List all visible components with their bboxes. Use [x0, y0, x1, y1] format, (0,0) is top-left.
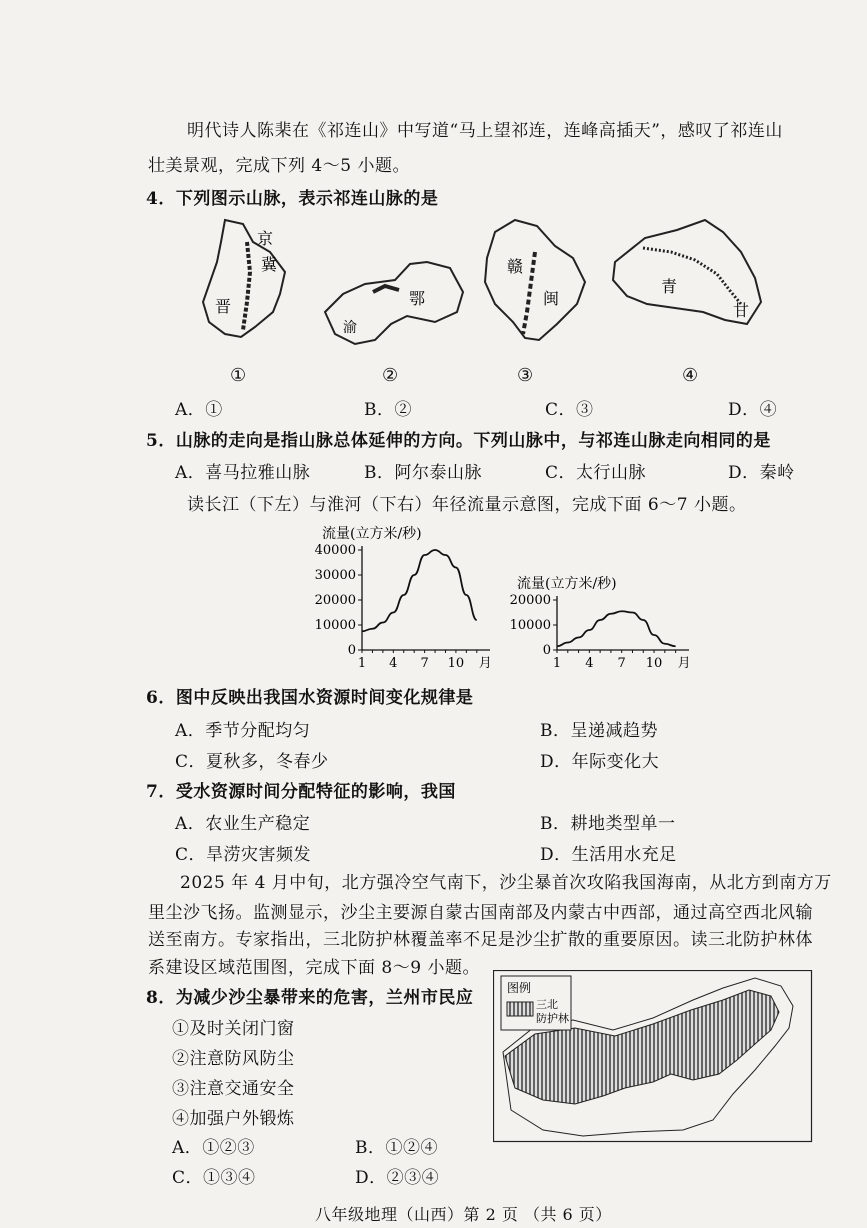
q4-option-c: C．③ [545, 400, 594, 420]
map2-number: ② [382, 365, 399, 386]
legend-swatch [507, 1002, 533, 1016]
chart1-xlabel: 月 [677, 656, 691, 671]
map1-number: ① [230, 365, 247, 386]
chart0-ytick-4: 40000 [314, 543, 356, 558]
q4-option-a: A．① [175, 400, 223, 420]
q4-stem: 4．下列图示山脉，表示祁连山脉的是 [146, 189, 439, 209]
chart0-ylabel: 流量(立方米/秒) [322, 526, 422, 542]
q8-item-3: ③注意交通安全 [172, 1079, 295, 1099]
q8-item-2: ②注意防风防尘 [172, 1049, 295, 1069]
yangtze-runoff-chart [300, 518, 510, 680]
map3-label-0: 赣 [507, 257, 524, 276]
q7-option-b: B．耕地类型单一 [540, 814, 676, 834]
intro1-line1: 明代诗人陈棐在《祁连山》中写道“马上望祁连，连峰高插天”，感叹了祁连山 [187, 121, 783, 141]
q6-option-b: B．呈递减趋势 [540, 721, 658, 741]
q7-stem: 7．受水资源时间分配特征的影响，我国 [146, 782, 456, 802]
map1-label-1: 冀 [261, 255, 278, 274]
q6-option-d: D．年际变化大 [540, 752, 660, 772]
intro1-line2: 壮美景观，完成下列 4～5 小题。 [148, 156, 410, 176]
chart0-ytick-1: 10000 [314, 618, 356, 633]
map1-label-2: 晋 [215, 297, 232, 316]
chart1-series-0-line [557, 611, 676, 646]
chart0-series-0-line [362, 550, 477, 631]
chart1-ytick-0: 0 [542, 643, 551, 658]
map-2 [325, 262, 463, 344]
chart1-ylabel: 流量(立方米/秒) [517, 576, 617, 592]
q7-option-c: C．旱涝灾害频发 [175, 845, 312, 865]
q8-option-d: D．②③④ [355, 1168, 440, 1188]
q8-option-c: C．①③④ [172, 1168, 256, 1188]
map4-label-0: 青 [661, 277, 678, 296]
chart0-ytick-3: 30000 [314, 568, 356, 583]
chart1-xtick-0: 1 [552, 656, 562, 671]
q5-option-a: A．喜马拉雅山脉 [175, 463, 311, 483]
map4-label-1: 甘 [733, 301, 750, 320]
chart0-xtick-2: 7 [420, 656, 429, 671]
chart1-ytick-1: 10000 [509, 618, 551, 633]
intro3-line1: 2025 年 4 月中旬，北方强冷空气南下，沙尘暴首次攻陷我国海南，从北方到南方万 [180, 873, 832, 893]
q5-option-c: C．太行山脉 [545, 463, 647, 483]
legend-line2: 防护林 [536, 1012, 569, 1025]
chart1-xtick-1: 4 [585, 656, 594, 671]
map-4 [613, 220, 761, 324]
q5-stem: 5．山脉的走向是指山脉总体延伸的方向。下列山脉中，与祁连山脉走向相同的是 [146, 431, 771, 451]
map1-label-0: 京 [257, 229, 274, 248]
chart0-ytick-0: 0 [347, 643, 356, 658]
q8-option-b: B．①②④ [355, 1138, 438, 1158]
page-footer: 八年级地理（山西）第 2 页 （共 6 页） [315, 1205, 612, 1224]
q6-option-c: C．夏秋多，冬春少 [175, 752, 329, 772]
map-3 [485, 220, 585, 340]
intro2: 读长江（下左）与淮河（下右）年径流量示意图，完成下面 6～7 小题。 [187, 495, 747, 515]
q4-option-b: B．② [364, 400, 412, 420]
intro3-line2: 里尘沙飞扬。监测显示，沙尘主要源自蒙古国南部及内蒙古中西部，通过高空西北风输 [148, 903, 813, 923]
map2-label-1: 渝 [343, 320, 357, 336]
chart0-xtick-3: 10 [447, 656, 465, 671]
map3-number: ③ [517, 365, 534, 386]
huaihe-runoff-chart [505, 568, 705, 680]
mountain-maps [195, 212, 795, 382]
q8-item-4: ④加强户外锻炼 [172, 1109, 295, 1129]
intro3-line3: 送至南方。专家指出，三北防护林覆盖率不足是沙尘扩散的重要原因。读三北防护林体 [148, 930, 813, 950]
chart1-xtick-2: 7 [617, 656, 626, 671]
chart1-ytick-2: 20000 [509, 593, 551, 608]
legend-title: 图例 [507, 981, 532, 995]
map4-number: ④ [682, 365, 699, 386]
map-1 [203, 220, 285, 337]
intro3-line4: 系建设区域范围图，完成下面 8～9 小题。 [148, 958, 480, 978]
q8-option-a: A．①②③ [172, 1138, 255, 1158]
chart0-xlabel: 月 [478, 656, 492, 671]
q7-option-a: A．农业生产稳定 [175, 814, 311, 834]
chart1-xtick-3: 10 [645, 656, 663, 671]
chart0-ytick-2: 20000 [314, 593, 356, 608]
map2-label-0: 鄂 [409, 289, 426, 308]
q5-option-b: B．阿尔泰山脉 [364, 463, 482, 483]
legend-line1: 三北 [536, 998, 558, 1011]
q6-option-a: A．季节分配均匀 [175, 721, 311, 741]
chart0-xtick-1: 4 [389, 656, 398, 671]
q5-option-d: D．秦岭 [728, 463, 795, 483]
q4-option-d: D．④ [728, 400, 778, 420]
chart0-xtick-0: 1 [357, 656, 367, 671]
q8-stem: 8．为减少沙尘暴带来的危害，兰州市民应 [146, 988, 474, 1008]
q8-item-1: ①及时关闭门窗 [172, 1019, 295, 1039]
q7-option-d: D．生活用水充足 [540, 845, 677, 865]
shelterbelt-map [493, 970, 813, 1150]
q6-stem: 6．图中反映出我国水资源时间变化规律是 [146, 688, 474, 708]
map3-label-1: 闽 [543, 289, 560, 308]
